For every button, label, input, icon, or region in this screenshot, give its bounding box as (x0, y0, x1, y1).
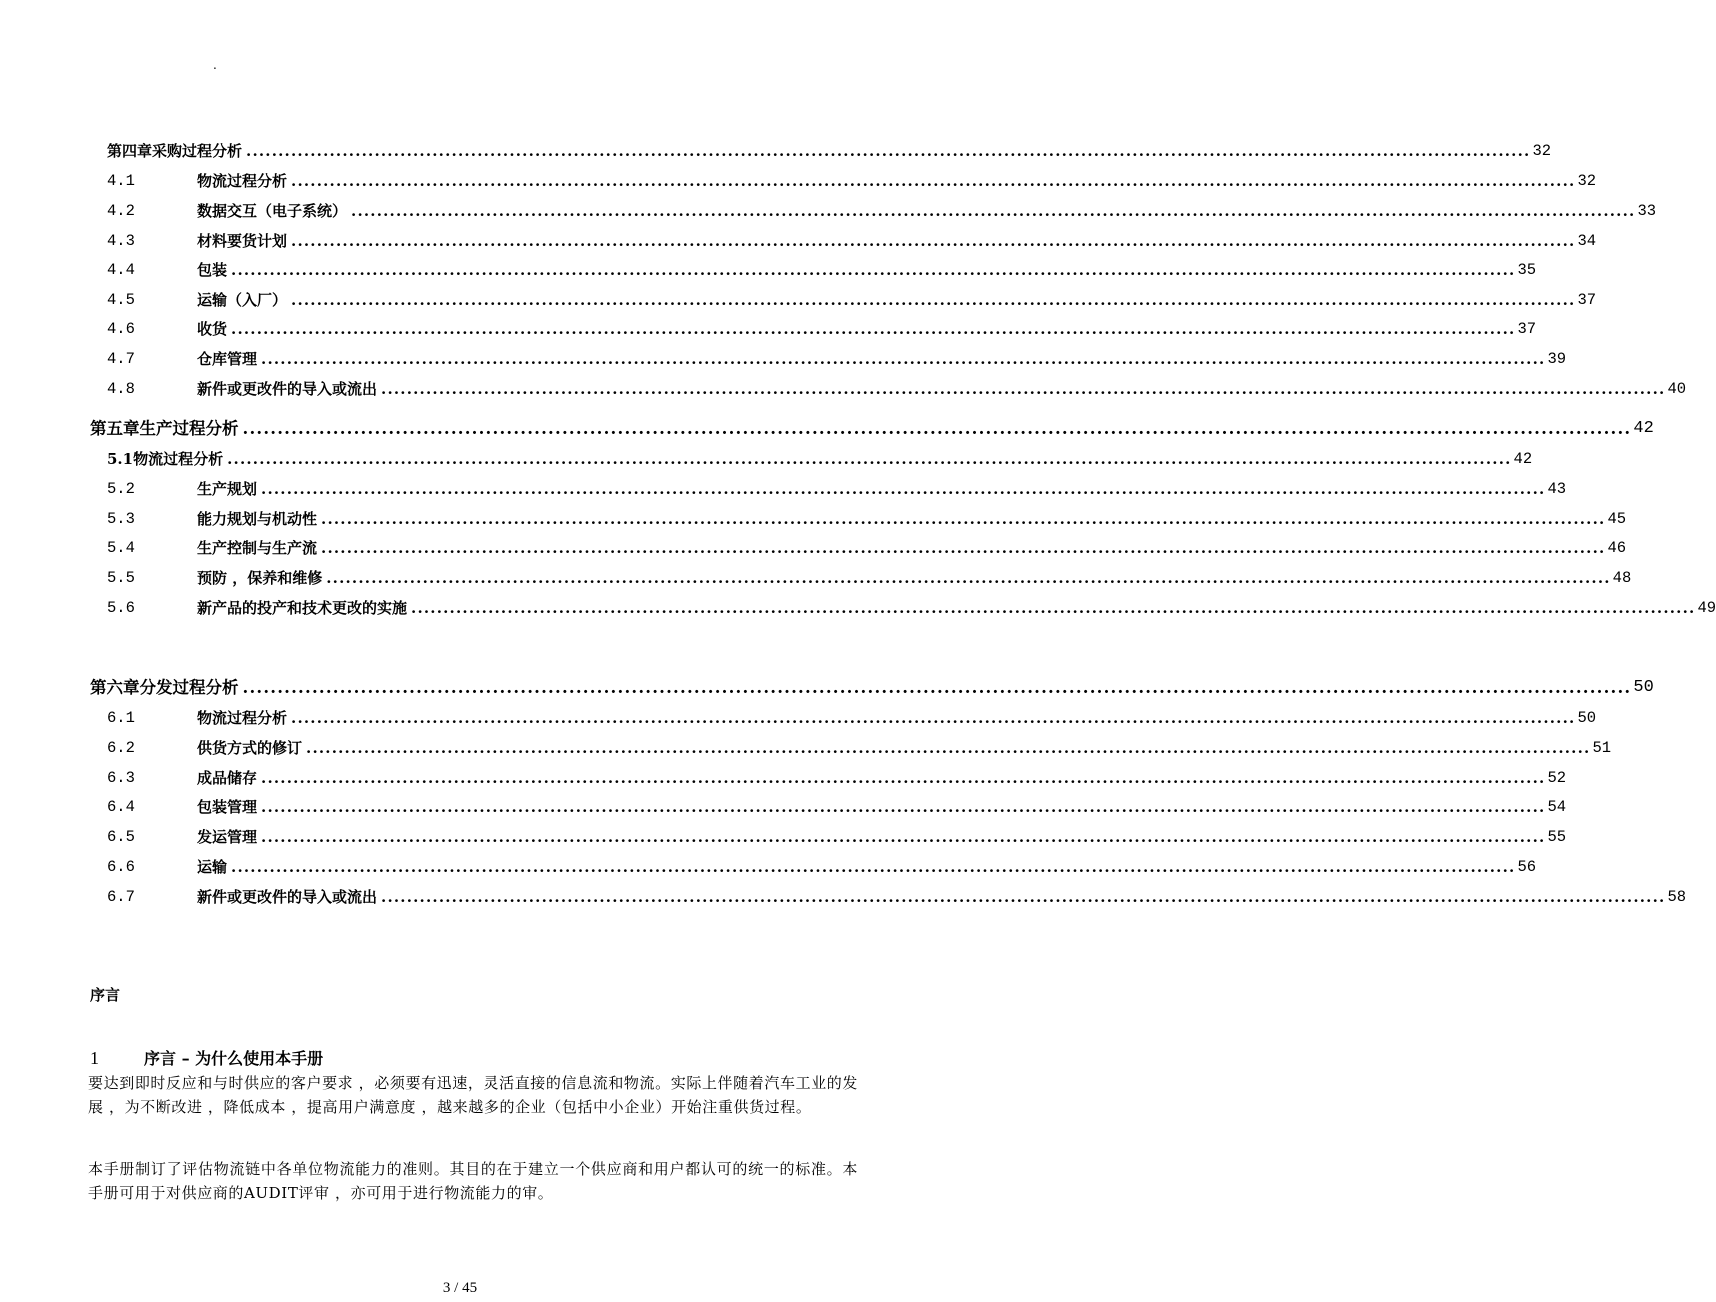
toc-title: 供货方式的修订 (197, 739, 303, 757)
toc-title: 生产控制与生产流 (197, 539, 318, 557)
toc-leader: ........................................................................................................................................................................................................ (291, 232, 1576, 250)
toc-leader: ........................................................................................................................................................................................................ (381, 888, 1666, 906)
toc-page: 51 (1592, 739, 1612, 757)
toc-title: 包装 (197, 261, 228, 279)
toc-number: 5.3 (107, 510, 135, 528)
toc-title: 物流过程分析 (197, 172, 288, 190)
toc-row[interactable] (107, 595, 1716, 617)
toc-number: 5.2 (107, 480, 135, 498)
toc-title: 包装管理 (197, 798, 258, 816)
toc-title: 第六章分发过程分析 (90, 678, 239, 697)
toc-row[interactable] (107, 705, 1597, 727)
toc-row[interactable] (107, 765, 1567, 787)
toc-number: 4.8 (107, 380, 135, 398)
toc-leader: ........................................................................................................................................................................................................ (261, 828, 1546, 846)
toc-title: 数据交互（电子系统） (197, 202, 348, 220)
toc-page: 48 (1612, 569, 1632, 587)
toc-page: 55 (1547, 828, 1567, 846)
toc-page: 32 (1577, 172, 1597, 190)
preface-heading: 序言 (90, 986, 121, 1004)
toc-row[interactable] (107, 794, 1567, 816)
toc-row[interactable] (107, 316, 1537, 338)
section-number: 1 (90, 1048, 99, 1068)
toc-row[interactable] (107, 506, 1627, 528)
toc-page: 52 (1547, 769, 1567, 787)
toc-page: 39 (1547, 350, 1567, 368)
toc-row[interactable] (107, 138, 1552, 160)
top-mark: . (213, 58, 217, 72)
toc-number: 5.6 (107, 599, 135, 617)
paragraph: 本手册制订了评估物流链中各单位物流能力的准则。其目的在于建立一个供应商和用户都认可的统一的标准。本手册可用于对供应商的AUDIT评审 ，亦可用于进行物流能力的审。 (88, 1160, 858, 1202)
toc-leader: ........................................................................................................................................................................................................ (306, 739, 1591, 757)
toc-row[interactable] (107, 257, 1537, 279)
toc-page: 42 (1513, 450, 1533, 468)
toc-leader: ........................................................................................................................................................................................................ (411, 599, 1696, 617)
toc-title: 生产规划 (197, 480, 258, 498)
toc-number: 4.2 (107, 202, 135, 220)
toc-title: 成品储存 (197, 769, 258, 787)
toc-row[interactable] (107, 287, 1597, 309)
toc-leader: ........................................................................................................................................................................................................ (246, 142, 1531, 160)
toc-row[interactable] (107, 476, 1567, 498)
toc-leader: ........................................................................................................................................................................................................ (231, 261, 1516, 279)
toc-leader: ........................................................................................................................................................................................................ (291, 709, 1576, 727)
toc-page: 45 (1607, 510, 1627, 528)
toc-title: 预防 ，保养和维修 (197, 569, 323, 587)
toc-page: 35 (1517, 261, 1537, 279)
toc-page: 34 (1577, 232, 1597, 250)
toc-page: 33 (1637, 202, 1657, 220)
toc-leader: ........................................................................................................................................................................................................ (291, 172, 1576, 190)
toc-row[interactable] (107, 376, 1687, 398)
toc-number: 4.3 (107, 232, 135, 250)
toc-leader: ........................................................................................................................................................................................................ (351, 202, 1636, 220)
toc-number: 6.1 (107, 709, 135, 727)
toc-title: 运输 (197, 858, 228, 876)
toc-page: 54 (1547, 798, 1567, 816)
toc-title: 材料要货计划 (197, 232, 288, 250)
toc-leader: ........................................................................................................................................................................................................ (242, 419, 1632, 438)
toc-leader: ........................................................................................................................................................................................................ (261, 798, 1546, 816)
toc-number: 6.3 (107, 769, 135, 787)
toc-leader: ........................................................................................................................................................................................................ (381, 380, 1666, 398)
toc-page: 42 (1633, 419, 1654, 438)
toc-row[interactable] (107, 565, 1632, 587)
toc-row[interactable] (107, 824, 1567, 846)
toc-number: 6.2 (107, 739, 135, 757)
toc-row[interactable] (107, 346, 1567, 368)
toc-leader: ........................................................................................................................................................................................................ (227, 450, 1512, 468)
toc-title: 发运管理 (197, 828, 258, 846)
toc-title: 5.1物流过程分析 (107, 450, 224, 468)
toc-page: 50 (1633, 678, 1654, 697)
toc-title: 运输（入厂） (197, 291, 288, 309)
toc-page: 37 (1577, 291, 1597, 309)
toc-number: 6.6 (107, 858, 135, 876)
toc-leader: ........................................................................................................................................................................................................ (231, 858, 1516, 876)
toc-row[interactable] (107, 535, 1627, 557)
toc-page: 49 (1697, 599, 1716, 617)
toc-page: 40 (1667, 380, 1687, 398)
toc-page: 43 (1547, 480, 1567, 498)
toc-title: 仓库管理 (197, 350, 258, 368)
toc-leader: ........................................................................................................................................................................................................ (326, 569, 1611, 587)
toc-title: 收货 (197, 320, 228, 338)
toc-title: 第五章生产过程分析 (90, 419, 239, 438)
toc-title: 第四章采购过程分析 (107, 142, 243, 160)
toc-leader: ........................................................................................................................................................................................................ (321, 510, 1606, 528)
toc-number: 4.1 (107, 172, 135, 190)
toc-leader: ........................................................................................................................................................................................................ (242, 678, 1632, 697)
toc-number: 5.5 (107, 569, 135, 587)
toc-leader: ........................................................................................................................................................................................................ (261, 480, 1546, 498)
toc-number: 6.4 (107, 798, 135, 816)
toc-page: 37 (1517, 320, 1537, 338)
toc-row[interactable] (107, 884, 1687, 906)
toc-chapter-row[interactable] (90, 675, 1654, 697)
toc-page: 58 (1667, 888, 1687, 906)
toc-leader: ........................................................................................................................................................................................................ (261, 769, 1546, 787)
toc-number: 4.5 (107, 291, 135, 309)
toc-number: 4.7 (107, 350, 135, 368)
toc-chapter-row[interactable] (90, 416, 1654, 438)
toc-leader: ........................................................................................................................................................................................................ (261, 350, 1546, 368)
toc-row[interactable] (107, 854, 1537, 876)
toc-row[interactable] (107, 198, 1657, 220)
toc-title: 能力规划与机动性 (197, 510, 318, 528)
toc-page: 32 (1532, 142, 1552, 160)
toc-row[interactable] (107, 735, 1612, 757)
toc-page: 50 (1577, 709, 1597, 727)
toc-leader: ........................................................................................................................................................................................................ (231, 320, 1516, 338)
toc-row[interactable] (107, 168, 1597, 190)
toc-title: 新产品的投产和技术更改的实施 (197, 599, 408, 617)
toc-number: 6.5 (107, 828, 135, 846)
section-heading (90, 1046, 323, 1069)
toc-row[interactable] (107, 446, 1533, 468)
toc-number: 6.7 (107, 888, 135, 906)
toc-row[interactable] (107, 228, 1597, 250)
toc-title: 物流过程分析 (197, 709, 288, 727)
toc-page: 56 (1517, 858, 1537, 876)
paragraph: 要达到即时反应和与时供应的客户要求 ，必须要有迅速，灵活直接的信息流和物流。实际上伴随着汽车工业的发展 ，为不断改进 ，降低成本 ，提高用户满意度 ，越来越多的企业（包括中小企业）开始注重供货过程。 (88, 1074, 858, 1116)
toc-number: 5.4 (107, 539, 135, 557)
section-title: 序言 – 为什么使用本手册 (144, 1049, 324, 1068)
toc-leader: ........................................................................................................................................................................................................ (291, 291, 1576, 309)
toc-page: 46 (1607, 539, 1627, 557)
page-number: 3 / 45 (442, 1280, 478, 1296)
toc-number: 4.6 (107, 320, 135, 338)
toc-title: 新件或更改件的导入或流出 (197, 888, 378, 906)
toc-title: 新件或更改件的导入或流出 (197, 380, 378, 398)
toc-number: 4.4 (107, 261, 135, 279)
toc-leader: ........................................................................................................................................................................................................ (321, 539, 1606, 557)
